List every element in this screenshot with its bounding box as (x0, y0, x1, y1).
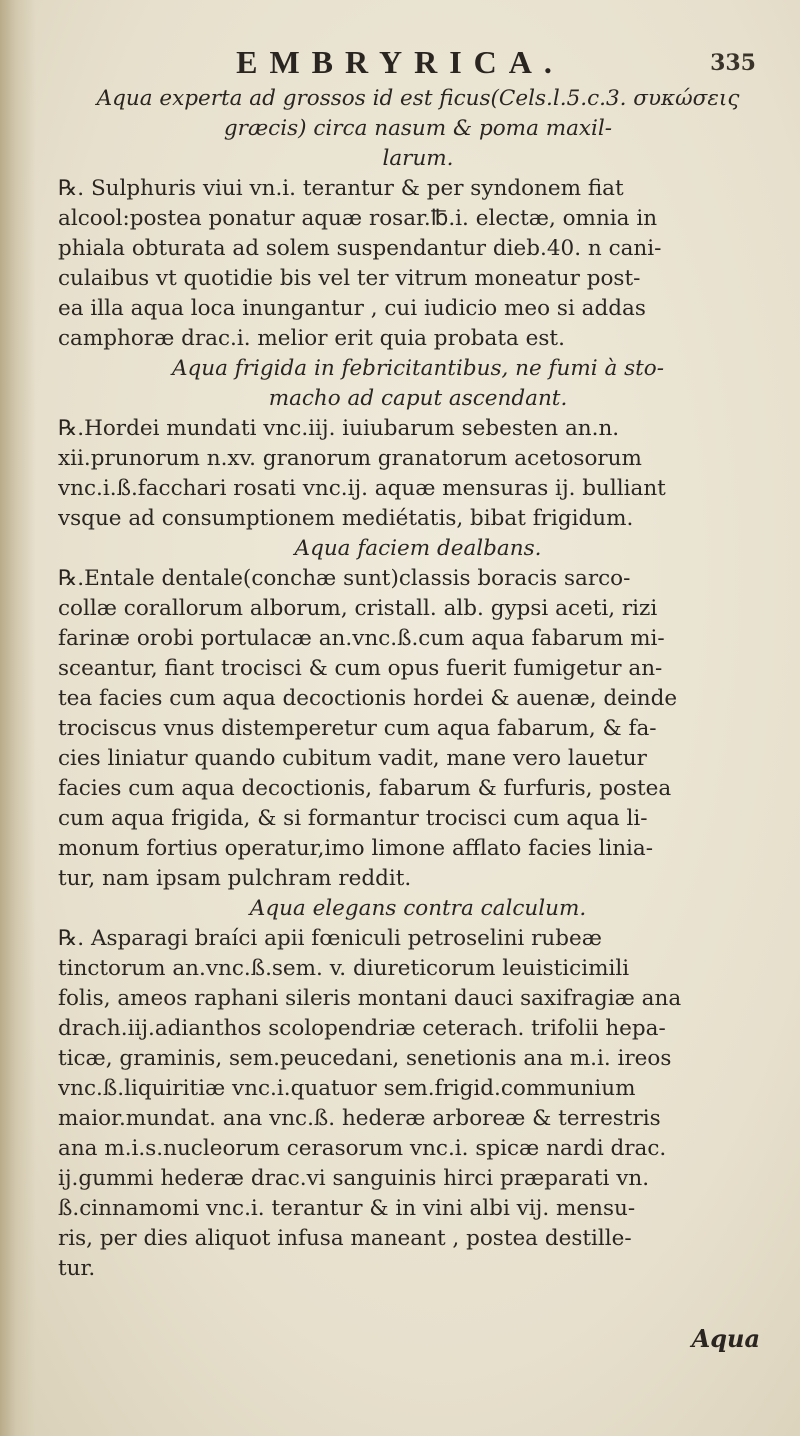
text-line: farinæ orobi portulacæ an.vnc.ß.cum aqua fabarum mi- (58, 626, 665, 651)
text-line: phiala obturata ad solem suspendantur dieb.40. n cani- (58, 236, 662, 261)
text-line: ticæ, graminis, sem.peucedani, senetionis ana m.i. ireos (58, 1046, 672, 1071)
text-line: facies cum aqua decoctionis, fabarum & furfuris, postea (58, 776, 672, 801)
recipe-heading-line: Aqua frigida in febricitantibus, ne fumi à sto- (171, 356, 664, 381)
text-line: ris, per dies aliquot infusa maneant , postea destille- (58, 1226, 632, 1251)
text-line: ℞.Hordei mundati vnc.iij. iuiubarum sebesten an.n. (58, 416, 620, 441)
text-line: sceantur, fiant trocisci & cum opus fuerit fumigetur an- (58, 656, 663, 681)
recipe-heading-line: Aqua faciem dealbans. (294, 536, 542, 561)
text-line: tinctorum an.vnc.ß.sem. v. diureticorum leuisticimili (58, 956, 630, 981)
text-line: vsque ad consumptionem mediétatis, bibat frigidum. (58, 506, 634, 531)
text-line: drach.iij.adianthos scolopendriæ ceterach. trifolii hepa- (58, 1016, 666, 1041)
recipe-heading-line: Aqua elegans contra calculum. (249, 896, 587, 921)
text-line: tur. (58, 1256, 96, 1281)
text-line: cum aqua frigida, & si formantur trocisci cum aqua li- (58, 806, 648, 831)
catchword: Aqua (691, 1324, 760, 1353)
text-line: vnc.ß.liquiritiæ vnc.i.quatuor sem.frigid.communium (58, 1076, 636, 1101)
text-line: tea facies cum aqua decoctionis hordei & auenæ, deinde (58, 686, 678, 711)
text-line: ß.cinnamomi vnc.i. terantur & in vini albi vij. mensu- (58, 1196, 636, 1221)
binding-shadow (0, 0, 36, 1436)
text-line: alcool:postea ponatur aquæ rosar.℔.i. electæ, omnia in (58, 206, 658, 231)
text-line: culaibus vt quotidie bis vel ter vitrum moneatur post- (58, 266, 641, 291)
running-head: EMBRYRICA. (236, 44, 564, 80)
recipe-heading-line: larum. (382, 146, 454, 171)
recipe-heading-line: macho ad caput ascendant. (268, 386, 568, 411)
text-line: ℞.Entale dentale(conchæ sunt)classis boracis sarco- (58, 566, 631, 591)
recipe-heading-line: Aqua experta ad grossos id est ficus(Cels.l.5.c.3. συκώσεις (96, 86, 740, 111)
text-line: tur, nam ipsam pulchram reddit. (58, 866, 412, 891)
text-line: cies liniatur quando cubitum vadit, mane vero lauetur (58, 746, 647, 771)
text-line: monum fortius operatur,imo limone afflato facies linia- (58, 836, 653, 861)
text-line: ea illa aqua loca inungantur , cui iudicio meo si addas (58, 296, 646, 321)
text-line: ij.gummi hederæ drac.vi sanguinis hirci præparati vn. (58, 1166, 650, 1191)
text-line: ana m.i.s.nucleorum cerasorum vnc.i. spicæ nardi drac. (58, 1136, 667, 1161)
text-line: collæ corallorum alborum, cristall. alb. gypsi aceti, rizi (58, 596, 658, 621)
page-number: 335 (710, 50, 756, 76)
body-text (58, 84, 778, 1284)
text-line: folis, ameos raphani sileris montani dauci saxifragiæ ana (58, 986, 682, 1011)
recipe-heading-line: græcis) circa nasum & poma maxil- (223, 116, 613, 141)
text-line: trociscus vnus distemperetur cum aqua fabarum, & fa- (58, 716, 657, 741)
text-line: ℞. Asparagi braíci apii fœniculi petroselini rubeæ (58, 926, 602, 951)
text-line: xii.prunorum n.xv. granorum granatorum acetosorum (58, 446, 642, 471)
text-line: camphoræ drac.i. melior erit quia probata est. (58, 326, 565, 351)
text-line: maior.mundat. ana vnc.ß. hederæ arboreæ & terrestris (58, 1106, 661, 1131)
text-line: vnc.i.ß.facchari rosati vnc.ij. aquæ mensuras ij. bulliant (58, 476, 666, 501)
text-line: ℞. Sulphuris viui vn.i. terantur & per syndonem fiat (58, 176, 624, 201)
page-header (0, 44, 800, 84)
